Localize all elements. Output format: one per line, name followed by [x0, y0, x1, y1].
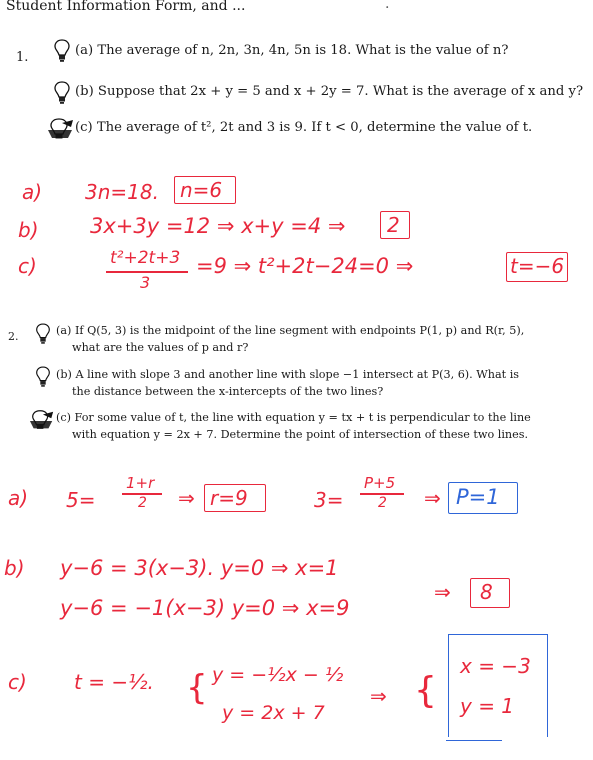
answer-2c-box	[448, 634, 548, 737]
answer-2a-frac1-den: 2	[138, 495, 147, 511]
answer-2c-system-brace: {	[186, 668, 208, 708]
answer-2c-label: c)	[8, 670, 27, 694]
question-2a-line1: (a) If Q(5, 3) is the midpoint of the line segment with endpoints P(1, p) and R(r, 5),	[56, 324, 525, 337]
question-2c-line1: (c) For some value of t, the line with equation y = tx + t is perpendicular to the line	[56, 411, 531, 424]
answer-2b-boxed: 8	[480, 580, 493, 604]
answer-1a-label: a)	[22, 180, 43, 204]
answer-2b-line2: y−6 = −1(x−3) y=0 ⇒ x=9	[60, 596, 350, 620]
answer-2a-frac1-num: 1+r	[126, 474, 155, 492]
answer-1b-boxed: 2	[387, 213, 400, 237]
answer-2c-box-underline	[446, 740, 502, 741]
header-title: Student Information Form, and ...	[6, 0, 246, 14]
brain-bulb-icon	[28, 408, 56, 434]
answer-2a-arrow2: ⇒	[424, 486, 441, 510]
question-2b-line2: the distance between the x-intercepts of the two lines?	[72, 385, 384, 398]
answer-2a-frac2-den: 2	[378, 495, 387, 511]
answer-2b-arrow: ⇒	[434, 580, 451, 604]
brain-bulb-icon	[46, 116, 76, 144]
answer-2a-arrow1: ⇒	[178, 486, 195, 510]
answer-2a-label: a)	[8, 486, 29, 510]
question-2-number: 2.	[8, 330, 19, 343]
question-2a-line2: what are the values of p and r?	[72, 341, 249, 354]
answer-2a-boxed2: P=1	[456, 485, 500, 509]
answer-1c-work: =9 ⇒ t²+2t−24=0 ⇒	[196, 254, 414, 278]
answer-2a-frac2-num: P+5	[364, 474, 396, 492]
answer-2a-left: 5=	[66, 488, 96, 512]
answer-2b-label: b)	[4, 556, 25, 580]
answer-2a-mid: 3=	[314, 488, 344, 512]
answer-1c-label: c)	[18, 254, 37, 278]
answer-2c-system-line2: y = 2x + 7	[222, 702, 325, 724]
answer-1c-boxed: t=−6	[510, 254, 565, 278]
page-header	[6, 0, 245, 14]
header-right-fragment: .	[385, 0, 390, 12]
lightbulb-icon	[52, 38, 72, 64]
answer-2c-system-line1: y = −½x − ½	[212, 664, 344, 686]
lightbulb-icon	[34, 322, 52, 346]
answer-1b-label: b)	[18, 218, 39, 242]
question-1a: (a) The average of n, 2n, 3n, 4n, 5n is 18. What is the value of n?	[75, 43, 509, 58]
answer-1a-boxed: n=6	[180, 178, 223, 202]
question-1b: (b) Suppose that 2x + y = 5 and x + 2y = 7. What is the average of x and y?	[75, 84, 584, 99]
answer-1a-work: 3n=18.	[85, 180, 159, 204]
answer-2a-boxed1: r=9	[210, 486, 248, 510]
question-1-number: 1.	[16, 50, 29, 65]
answer-2c-y: y = 1	[460, 694, 515, 718]
answer-2c-t: t = −½.	[74, 670, 154, 694]
answer-2b-line1: y−6 = 3(x−3). y=0 ⇒ x=1	[60, 556, 339, 580]
answer-2c-arrow: ⇒	[370, 684, 387, 708]
answer-2c-result-brace: {	[414, 670, 437, 711]
question-1c: (c) The average of t², 2t and 3 is 9. If t < 0, determine the value of t.	[75, 120, 533, 135]
answer-1c-denominator: 3	[140, 273, 151, 292]
lightbulb-icon	[34, 365, 52, 389]
answer-1c-numerator: t²+2t+3	[110, 248, 181, 268]
question-2c-line2: with equation y = 2x + 7. Determine the point of intersection of these two lines.	[72, 428, 529, 441]
answer-2c-x: x = −3	[460, 654, 531, 678]
lightbulb-icon	[52, 80, 72, 106]
question-2b-line1: (b) A line with slope 3 and another line with slope −1 intersect at P(3, 6). What is	[56, 368, 520, 381]
answer-1b-work: 3x+3y =12 ⇒ x+y =4 ⇒	[90, 214, 346, 238]
